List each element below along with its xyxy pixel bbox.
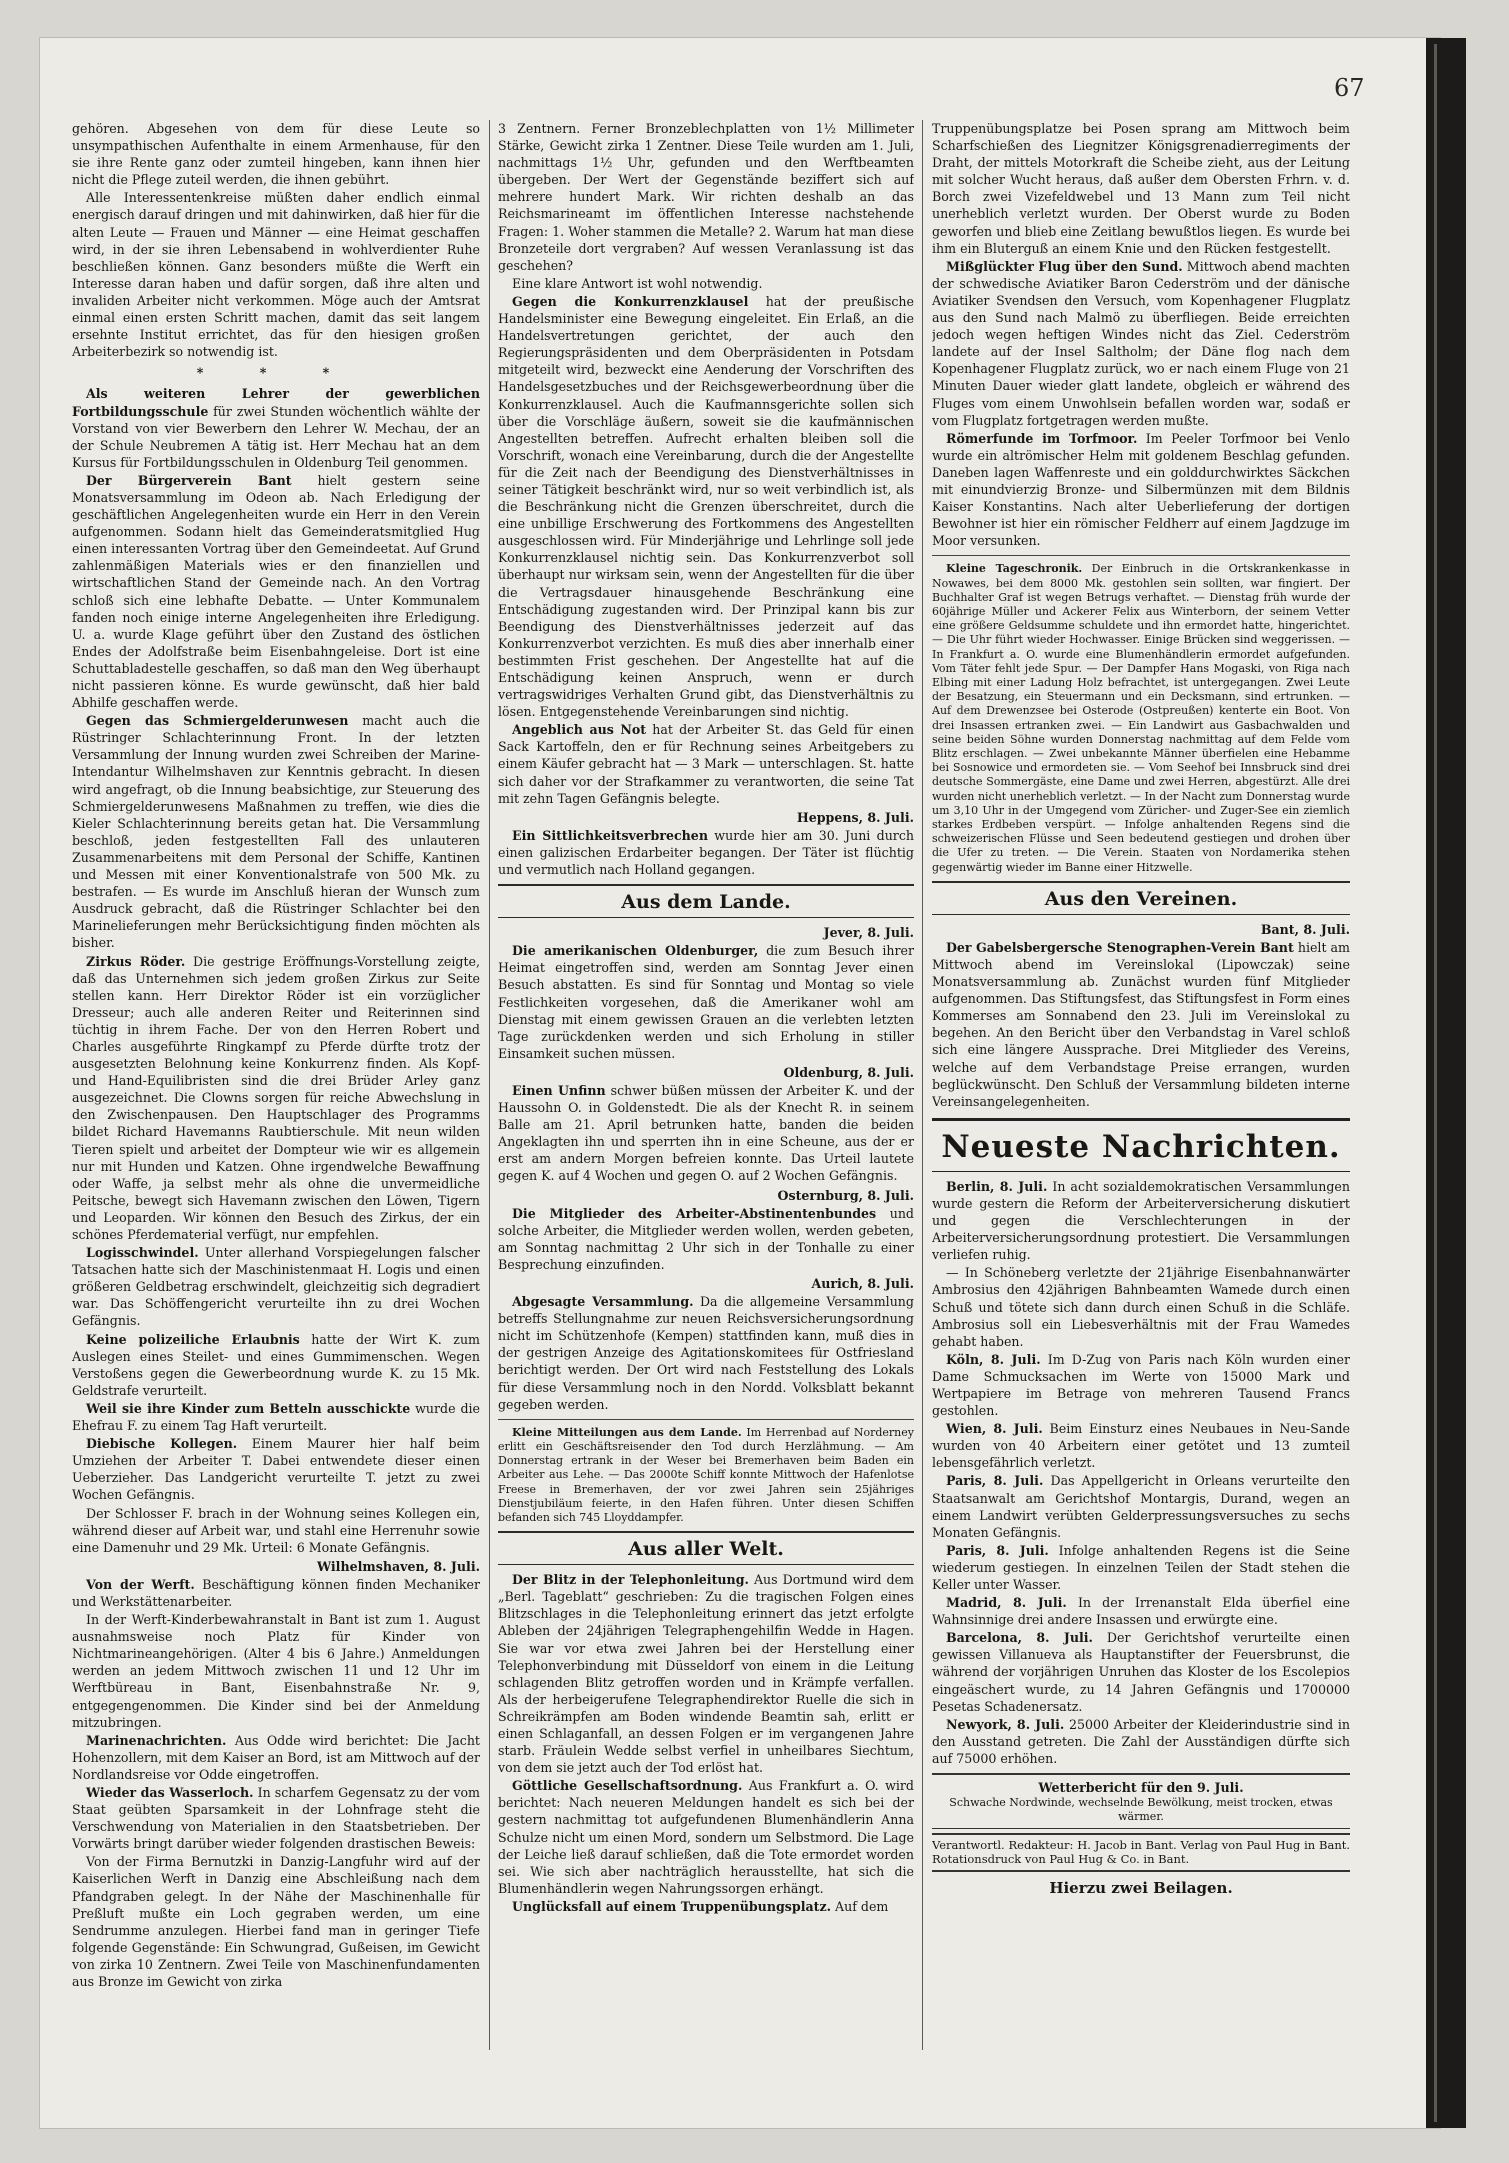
article-marine [72,1732,480,1783]
article-body: hielt am Mittwoch abend im Vereinslokal (Lipowczak) seine Monatsversammlung ab. Zunächst wurden fünf Mitglieder aufgenommen. Das Stiftungsfest, das Stiftungsfest in Form eines Kommerses am Sonnabend den 23. Juli im Vereinslokal zu begehen. An den Bericht über den Verbandstag in Varel schloß sich eine längere Aussprache. Drei Mitglieder des Vereins, welche auf dem Verbandstage Preise errangen, wurden beglückwünscht. Den Schluß der Versammlung bildeten interne Vereinsangelegenheiten. [932,939,1350,1109]
article-schmiergelder [72,712,480,951]
news-paris-2 [932,1542,1350,1593]
article-truppenuebungsplatz [498,1898,914,1915]
article-body: macht auch die Rüstringer Schlachterinnung Front. In der letzten Versammlung der Innung wurden zwei Schreiben der Marine-Intendantur Wilhelmshaven zur Kenntnis gebracht. In diesen wird angefragt, ob die Innung beabsichtige, zur Steuerung des Schmiergelderunwesens Maßnahmen zu treffen, wie dies die Kieler Schlachterinnung bereits getan hat. Die Versammlung beschloß, jeden festgestellten Fall des unlauteren Zusammenarbeitens mit dem Personal der Schiffe, Kantinen und Messen mit einer Konventionalstrafe von 500 Mk. zu bestrafen. — Es wurde im Anschluß hieran der Wunsch zum Ausdruck gebracht, daß die Rüstringer Schlachter bei den Marinelieferungen mehr Berücksichtigung finden möchten als bisher. [72,713,480,951]
article-roemerfunde [932,430,1350,550]
column-1 [72,120,480,2100]
article-buergerverein [72,472,480,711]
divider [932,555,1350,556]
article-body: In scharfem Gegensatz zu der vom Staat geübten Sparsamkeit in der Lohnfrage steht die Verschwendung von Materialien in den Staatsbetrieben. Der Vorwärts bringt darüber wieder folgenden drastischen Beweis: [72,1785,480,1852]
news-madrid [932,1594,1350,1628]
article-continuation: Truppenübungsplatze bei Posen sprang am Mittwoch beim Scharfschießen des Liegnitzer Königsgrenadierregiments der Draht, der mittels Motorkraft die Scheibe zieht, aus der Leitung mit solcher Wucht heraus, daß außer dem Obersten Frhrn. v. d. Borch zwei Vizefeldwebel und 13 Mann zum Teil nicht unerheblich verletzt wurden. Der Oberst wurde zu Boden geworfen und blieb eine Zeitlang bewußtlos liegen. Es wurde bei ihm ein Bluterguß an einem Knie und den Rücken festgestellt. [932,121,1350,256]
news-wien [932,1420,1350,1471]
article-unfug [498,1082,914,1185]
article-betteln [72,1400,480,1434]
article-body: hielt gestern seine Monatsversammlung im Odeon ab. Nach Erledigung der geschäftlichen Angelegenheiten wurde ein Herr in den Verein aufgenommen. Sodann hielt das Gemeinderatsmitglied Hug einen interessanten Vortrag über den Gemeindeetat. Auf Grund zahlenmäßigen Materials wies er den finanziellen und wirtschaftlichen Stand der Gemeinde nach. An den Vortrag schloß sich eine lebhafte Debatte. — Unter Kommunalem fanden noch einige interne Angelegenheiten ihre Erledigung. U. a. wurde Klage geführt über den Zustand des östlichen Endes der Adolfstraße beim Eisenbahngeleise. Dort ist eine Schuttabladestelle geschaffen, so daß man den Weg überhaupt nicht passieren könne. Es wurde gewünscht, daß hier bald Abhilfe geschaffen werde. [72,472,480,711]
article-heading: Weil sie ihre Kinder zum Betteln ausschickte [86,1400,411,1416]
article-logis [72,1244,480,1329]
article-blitz [498,1571,914,1776]
article-body: Aus Frankfurt a. O. wird berichtet: Nach neueren Meldungen handelt es sich bei der gestern nachmittag tot aufgefundenen Blumenhändlerin Anna Schulze nicht um einen Mord, sondern um Selbstmord. Die Lage der Leiche ließ darauf schließen, daß die Tote ermordet worden sei. Wie sich aber nachträglich herausstellte, hat sich die Blumenhändlerin wegen Nahrungssorgen erhängt. [498,1778,914,1896]
article-body: Im Peeler Torfmoor bei Venlo wurde ein altrömischer Helm mit goldenem Beschlag gefunden. Daneben lagen Waffenreste und ein golddurchwirktes Säckchen mit einundvierzig Bronze- und Silbermünzen mit dem Bildnis Kaiser Konstantins. Nach alter Ueberlieferung der dortigen Bewohner ist hier ein römischer Feldherr auf einem Jagdzuge im Moor versunken. [932,430,1350,549]
article-body: hat der Arbeiter St. das Geld für einen Sack Kartoffeln, den er für Rechnung seines Arbeitgebers zu einem Käufer gebracht hat — 3 Mark — unterschlagen. St. hatte sich daher vor der Strafkammer zu verantworten, die seine Tat mit zehn Tagen Gefängnis belegte. [498,722,914,806]
section-heading-welt: Aus aller Welt. [498,1531,914,1565]
dateline: Osternburg, 8. Juli. [777,1187,914,1203]
column-rule-1 [489,120,490,2050]
news-barcelona [932,1629,1350,1714]
article-body: die zum Besuch ihrer Heimat eingetroffen sind, werden am Sonntag Jever einen Besuch abstatten. Es sind für Sonntag und Montag so viele Festlichkeiten vorgesehen, daß die Amerikaner wohl am Dienstag mit einem gewissen Grauen an die verlebten letzten Tage zurückdenken werden und sich Erholung in stiller Einsamkeit suchen müssen. [498,943,914,1061]
article-body: Die gestrige Eröffnungs-Vorstellung zeigte, daß das Unternehmen sich jedem großen Zirkus zur Seite stellen kann. Herr Direktor Röder ist ein vorzüglicher Dresseur; auch alle anderen Reiter und Reiterinnen sind tüchtig in ihrem Fache. Der von den Herren Robert und Charles ausgeführte Ringkampf zu Pferde dürfte trotz der ausgesetzten Belohnung keine Konkurrenz finden. Als Kopf- und Hand-Equilibristen sind die drei Brüder Arley ganz ausgezeichnet. Die Clowns sorgen für reiche Abwechslung in den Zwischenpausen. Den Hauptschlager des Programms bildet Richard Havemanns Raubtierschule. Mit neun wilden Tieren spielt und arbeitet der Dompteur wie wir es allgemein nur mit Hunden und Katzen. Ohne irgendwelche Bewaffnung oder Waffe, ja selbst mehr als ohne die unvermeidliche Peitsche, bewegt sich Havemann zwischen den Löwen, Tigern und Leoparden. Wir können den Besuch des Zirkus, der ein schönes Pferdematerial verfügt, nur empfehlen. [72,953,480,1242]
column-2 [498,120,914,2100]
article-body: Unter allerhand Vorspiegelungen falscher Tatsachen hatte sich der Maschinistenmaat H. Logis und einen größeren Geldbetrag erschwindelt, gleichzeitig sich degradiert war. Das Schöffengericht verurteilte ihn zu drei Wochen Gefängnis. [72,1245,480,1329]
article-heading: Der Gabelsbergersche Stenographen-Verein Bant [946,939,1294,955]
article-not [498,721,914,806]
news-dateline: Paris, 8. Juli. [946,1473,1044,1489]
article-heading: Kleine Tageschronik. [946,562,1083,576]
article-heading: Gegen die Konkurrenzklausel [512,293,749,309]
dateline: Oldenburg, 8. Juli. [783,1064,914,1080]
article-sittlichkeit [498,827,914,878]
news-dateline: Paris, 8. Juli. [946,1542,1049,1558]
article-body: hat der preußische Handelsminister eine Bewegung eingeleitet. Ein Erlaß, an die Handelsvertretungen gerichtet, der auch den Regierungspräsidenten und dem Oberpräsidenten in Potsdam mitgeteilt wird, bezweckt eine Aenderung der Vorschriften des Handelsgesetzbuches und der Reichsgewerbeordnung über die Konkurrenzklausel. Auch die Kaufmannsgerichte sollen sich über die Vorschläge äußern, soweit sie die kaufmännischen Angestellten betreffen. Aufrecht erhalten bleiben soll die Vorschrift, wonach eine Vereinbarung, durch die der Angestellte für die Zeit nach der Beendigung des Dienstverhältnisses in seiner Tätigkeit beschränkt wird, nur so weit verbindlich ist, als die Beschränkung nicht die Grenzen überschreitet, durch die eine unbillige Erschwerung des Fortkommens des Angestellten ausgeschlossen wird. Für Minderjährige und Lehrlinge soll jede Konkurrenzklausel nichtig sein. Das Konkurrenzverbot soll überhaupt nur wirksam sein, wenn der Angestellten für die über die Vertragsdauer hinausgehende Beschränkung eine Entschädigung zugestanden wird. Der Prinzipal kann bis zur Beendigung des Dienstverhältnisses jederzeit auf das Konkurrenzverbot verzichten. Es muß dies aber innerhalb einer bestimmten Frist geschehen. Der Angestellte hat auf die Entschädigung keinen Anspruch, wenn er durch vertragswidriges Verhalten Grund gibt, das Dienstverhältnis zu lösen. Entgegenstehende Vereinbarungen sind nichtig. [498,293,914,720]
article-continuation: gehören. Abgesehen von dem für diese Leute so unsympathischen Aufenthalte in einem Armenhause, für den sie ihre Rente ganz oder zumteil hingeben, kann ihnen hier nicht die Pflege zuteil werden, die ihnen gebührt. [72,121,480,188]
article-body: schwer büßen müssen der Arbeiter K. und der Haussohn O. in Goldenstedt. Die als der Knecht R. in seinem Balle am 21. April betrunken hatte, banden die beiden Angeklagten ihn und sperrten ihn in eine Scheune, aus der er erst am andern Morgen befreien konnte. Das Urteil lautete gegen K. auf 4 Wochen und gegen O. auf 2 Wochen Gefängnis. [498,1082,914,1184]
column-3 [932,120,1350,2100]
news-berlin [932,1178,1350,1263]
news-body: 25000 Arbeiter der Kleiderindustrie sind in den Ausstand getreten. Die Zahl der Ausständigen dürfte sich auf 75000 erhöhen. [932,1716,1350,1766]
news-dateline: Madrid, 8. Juli. [946,1595,1067,1611]
article-body: hatte der Wirt K. zum Auslegen eines Steilet- und eines Gummimenschen. Wegen Verstoßens gegen die Gewerbeordnung wurde K. zu 15 Mk. Geldstrafe verurteilt. [72,1331,480,1398]
article-heading: Gegen das Schmiergelderunwesen [86,713,349,729]
weather-box [932,1773,1350,1829]
article-heading: Von der Werft. [86,1576,195,1592]
article-body: Aus Odde wird berichtet: Die Jacht Hohenzollern, mit dem Kaiser an Bord, ist am Mittwoch auf der Nordlandsreise vor Odde eingetroffen. [72,1732,480,1782]
article-heading: Unglücksfall auf einem Truppenübungsplatz. [512,1898,831,1914]
article-heading: Mißglückter Flug über den Sund. [946,258,1183,274]
article-amerikaner [498,942,914,1062]
article-heading: Der Blitz in der Telephonleitung. [512,1572,749,1588]
article-body: und solche Arbeiter, die Mitglieder werden wollen, werden gebeten, am Sonntag nachmittag 2 Uhr sich in der Tonhalle zu einer Besprechung einzufinden. [498,1205,914,1272]
news-dateline: Newyork, 8. Juli. [946,1716,1065,1732]
section-heading-lande: Aus dem Lande. [498,884,914,918]
article-paragraph: Von der Firma Bernutzki in Danzig-Langfuhr wird auf der Kaiserlichen Werft in Danzig eine Abschleißung nach dem Pfandgraben gelegt. In der Nähe der Maschinenhalle für Preßluft mußte ein Loch gegraben werden, um eine Sendrumme anzulegen. Hierbei fand man in geringer Tiefe folgende Gegenstände: Ein Schwungrad, Gußeisen, im Gewicht von zirka 10 Zentnern. Zwei Teile von Maschinenfundamenten aus Bronze im Gewicht von zirka [72,1854,480,1990]
article-gesellschaftsordnung [498,1777,914,1897]
article-abstinenten [498,1205,914,1273]
article-heading: Einen Unfinn [512,1082,606,1098]
imprint: Verantwortl. Redakteur: H. Jacob in Bant. Verlag von Paul Hug in Bant. Rotationsdruck von Paul Hug & Co. in Bant. [932,1833,1350,1872]
weather-heading: Wetterbericht für den 9. Juli. [1038,1780,1244,1796]
section-heading-vereinen: Aus den Vereinen. [932,881,1350,915]
article-stenographen [932,939,1350,1110]
article-body: Im Herrenbad auf Norderney erlitt ein Geschäftsreisender den Tod durch Herzlähmung. — Am Donnerstag ertrank in der Weser bei Bremerhaven beim Baden ein Arbeiter aus Lehe. — Das 2000te Schiff konnte Mittwoch der Hafenlotse Freese in Bremerhaven, der vor zwei Jahren sein 25jähriges Dienstjubiläum feierte, in den Hafen führen. Unter diesen Schiffen befanden sich 745 Lloyddampfer. [498,1425,914,1524]
article-zirkus [72,953,480,1244]
dateline: Bant, 8. Juli. [1260,921,1350,937]
article-flug [932,258,1350,429]
news-body: In der Irrenanstalt Elda überfiel eine Wahnsinnige drei andere Insassen und erwürgte eine. [932,1595,1350,1628]
article-continuation: 3 Zentnern. Ferner Bronzeblechplatten von 1½ Millimeter Stärke, Gewicht zirka 1 Zentner. Diese Teile wurden am 1. Juli, nachmittags 1½ Uhr, gefunden und den Werftbeamten übergeben. Der Wert der Gegenstände beziffert sich auf mehrere hundert Mark. Wir richten deshalb an das Reichsmarineamt im öffentlichen Interesse nachstehende Fragen: 1. Woher stammen die Metalle? 2. Warum hat man diese Bronzeteile dort vergraben? Auf wessen Veranlassung ist das geschehen? [498,121,914,273]
news-body: Der Gerichtshof verurteilte einen gewissen Villanueva als Hauptanstifter der Feuersbrunst, die während der vorjährigen Unruhen das Kloster de los Escolepios eingeäschert wurde, zu 14 Jahren Gefängnis und 1700000 Pesetas Schadenersatz. [932,1630,1350,1714]
article-heading: Wieder das Wasserloch. [86,1785,254,1800]
article-body: für zwei Stunden wöchentlich wählte der Vorstand von vier Bewerbern den Lehrer W. Mechau, der an der Schule Neubremen A tätig ist. Herr Mechau hat an dem Kursus für Fortbildungsschulen in Oldenburg Teil genommen. [72,403,480,470]
news-koeln [932,1351,1350,1419]
section-heading-neueste: Neueste Nachrichten. [932,1118,1350,1172]
article-konkurrenzklausel [498,293,914,720]
news-paris-1 [932,1472,1350,1540]
article-lehrer [72,385,480,470]
article-heading: Göttliche Gesellschaftsordnung. [512,1778,743,1794]
article-heading: Die amerikanischen Oldenburger, [512,943,759,959]
dateline: Aurich, 8. Juli. [811,1276,914,1291]
news-body: Beim Einsturz eines Neubaues in Neu-Sande wurden von 40 Arbeitern einer getötet und 13 zumteil lebensgefährlich verletzt. [932,1421,1350,1471]
dateline: Wilhelmshaven, 8. Juli. [316,1558,480,1574]
news-dateline: Wien, 8. Juli. [946,1421,1043,1437]
article-body: Auf dem [835,1898,889,1914]
article-heading: Der Bürgerverein Bant [86,472,292,488]
article-body: Einem Maurer hier half beim Umziehen der Arbeiter T. Dabei entwendete dieser einen Ueberzieher. Das Landgericht verurteilte T. jetzt zu zwei Wochen Gefängnis. [72,1436,480,1503]
article-werft [72,1576,480,1610]
article-body: wurde die Ehefrau F. zu einem Tag Haft verurteilt. [72,1400,480,1434]
binding-edge [1434,44,1437,2122]
article-heading: Abgesagte Versammlung. [512,1294,694,1310]
news-body: In acht sozialdemokratischen Versammlungen wurde gestern die Reform der Arbeiterversicherung diskutiert und gegen die Verschlechterungen in der Arbeiterversicherungsordnung protestiert. Die Versammlungen verliefen ruhig. [932,1178,1350,1263]
weather-text: Schwache Nordwinde, wechselnde Bewölkung, meist trocken, etwas wärmer. [949,1796,1333,1824]
article-kleine-mitteilungen [498,1426,914,1525]
news-body: Das Appellgericht in Orleans verurteilte den Staatsanwalt am Gerichtshof Montargis, Durand, wegen an einem Landwirt verübten Gelderpressungsversuches zu sechs Monaten Gefängnis. [932,1473,1350,1540]
article-heading: Marinenachrichten. [86,1732,227,1748]
dateline: Jever, 8. Juli. [823,925,914,941]
article-polizei [72,1331,480,1399]
article-heading: Ein Sittlichkeitsverbrechen [512,827,708,843]
article-paragraph: In der Werft-Kinderbewahranstalt in Bant ist zum 1. August ausnahmsweise noch Platz für Kinder von Nichtmarineangehörigen. (Alter 4 bis 6 Jahre.) Anmeldungen werden an jedem Mittwoch zwischen 11 und 12 Uhr im Werftbüreau in Bant, Eisenbahnstraße Nr. 9, entgegengenommen. Die Kinder sind bei der Anmeldung mitzubringen. [72,1612,480,1730]
news-dateline: Barcelona, 8. Juli. [946,1630,1093,1646]
article-paragraph: Alle Interessentenkreise müßten daher endlich einmal energisch darauf dringen und mit dahinwirken, daß hier für die alten Leute — Frauen und Männer — eine Heimat geschaffen wird, in der sie ihren Lebensabend in wohlverdienter Ruhe beschließen können. Ganz besonders müßte die Werft ein Interesse daran haben und dafür sorgen, daß ihre alten und invaliden Arbeiter nicht verkommen. Möge auch der Amtsrat einmal einen ersten Schritt machen, damit das seit langem ersehnte Institut errichtet, das für den hiesigen großen Arbeiterbezirk so notwendig ist. [72,190,480,360]
binding-spine [1426,38,1466,2128]
supplement-note: Hierzu zwei Beilagen. [1049,1878,1233,1897]
news-dateline: Berlin, 8. Juli. [946,1178,1048,1194]
article-heading: Die Mitglieder des Arbeiter-Abstinentenbundes [512,1205,877,1221]
article-heading: Angeblich aus Not [512,722,647,738]
article-heading: Als weiteren Lehrer der gewerblichen Fortbildungsschule [72,386,480,419]
article-heading: Zirkus Röder. [86,953,186,969]
article-tageschronik [932,562,1350,874]
dateline: Heppens, 8. Juli. [796,809,914,825]
article-body: Der Einbruch in die Ortskrankenkasse in Nowawes, bei dem 8000 Mk. gestohlen sein sollten, war fingiert. Der Buchhalter Graf ist wegen Betrugs verhaftet. — Dienstag früh wurde der 60jährige Müller und Ackerer Felix aus Winterborn, der seinem Vetter eine größere Geldsumme schuldete und ihn ermordet hatte, hingerichtet. — Die Uhr führt wieder Hochwasser. Einige Brücken sind weggerissen. — In Frankfurt a. O. wurde eine Blumenhändlerin ermordet aufgefunden. Vom Täter fehlt jede Spur. — Der Dampfer Hans Mogaski, von Riga nach Elbing mit einer Ladung Holz befrachtet, ist untergegangen. Zwei Leute der Besatzung, ein Steuermann und ein Decksmann, sind ertrunken. — Auf dem Drewenzsee bei Osterode (Ostpreußen) kenterte ein Boot. Von drei Insassen ertranken zwei. — Ein Landwirt aus Gasbachwalden und seine beiden Söhne wurden Donnerstag nachmittag auf dem Felde vom Blitz erschlagen. — Zwei unbekannte Männer überfielen eine Hebamme bei Sosnowice und ermordeten sie. — Vom Seehof bei Innsbruck sind drei deutsche Sommergäste, eine Dame und zwei Herren, abgestürzt. Alle drei wurden nicht unerheblich verletzt. — In der Nacht zum Donnerstag wurde um 3,10 Uhr in der Umgegend vom Züricher- und Zuger-See ein ziemlich starkes Erdbeben verspürt. — Infolge anhaltenden Regens sind die schweizerischen Flüsse und Seen bedeutend gestiegen und drohen über die Ufer zu treten. — Die Verein. Staaten von Nordamerika stehen gegenwärtig wieder im Banne einer Hitzwelle. [932,562,1350,874]
article-body: wurde hier am 30. Juni durch einen galizischen Erdarbeiter begangen. Der Täter ist flüchtig und vermutlich nach Holland gegangen. [498,827,914,878]
page-number: 67 [1334,74,1365,102]
article-body: Mittwoch abend machten der schwedische Aviatiker Baron Cederström und der dänische Aviatiker Svendsen den Versuch, vom Kopenhagener Flugplatz aus den Sund nach Malmö zu überfliegen. Beide erreichten jedoch wegen heftigen Windes nicht das Ziel. Cederström landete auf der Insel Saltholm; der Däne flog nach dem Kopenhagener Flugplatz zurück, wo er nach einem Fluge von 21 Minuten Dauer wieder glatt landete, obgleich er während des Fluges vom einem Unwohlsein befallen worden war, sodaß er vom Flugplatz fortgetragen werden mußte. [932,258,1350,428]
news-dateline: Köln, 8. Juli. [946,1351,1041,1367]
column-rule-2 [922,120,923,2050]
section-separator: * * * [196,365,356,381]
article-heading: Logisschwindel. [86,1245,199,1261]
article-body: Da die allgemeine Versammlung betreffs Stellungnahme zur neuen Reichsversicherungsordnung nicht im Schützenhofe (Kempen) stattfinden kann, muß dies in der gestrigen Anzeige des Agitationskomitees für Ostfriesland berichtigt werden. Der Ort wird nach Feststellung des Lokals für diese Versammlung noch in den Nordd. Volksblatt bekannt gegeben werden. [498,1294,914,1412]
article-heading: Diebische Kollegen. [86,1436,238,1452]
article-heading: Römerfunde im Torfmoor. [946,430,1138,446]
news-body: Im D-Zug von Paris nach Köln wurden einer Dame Schmucksachen im Werte von 15000 Mark und Wertpapiere im Betrage von mehreren Tausend Francs gestohlen. [932,1351,1350,1419]
divider [498,1419,914,1420]
article-kollegen [72,1435,480,1503]
news-body: Infolge anhaltenden Regens ist die Seine wiederum gestiegen. In einzelnen Teilen der Stadt stehen die Keller unter Wasser. [932,1542,1350,1592]
article-heading: Kleine Mitteilungen aus dem Lande. [512,1425,742,1439]
article-wasserloch [72,1784,480,1852]
article-abgesagt [498,1293,914,1413]
article-body: Beschäftigung können finden Mechaniker und Werkstättenarbeiter. [72,1576,480,1609]
article-body: Aus Dortmund wird dem „Berl. Tageblatt“ geschrieben: Zu die tragischen Folgen eines Blitzschlages in die Telephonleitung erinnert das jetzt erfolgte Ableben der 24jährigen Telegraphengehilfin Wedde in Hagen. Sie war vor etwa zwei Jahren bei der Herstellung einer Telephonverbindung mit Düsseldorf von einem in die Leitung schlagenden Blitz getroffen worden und in Krämpfe verfallen. Als der herbeigerufene Telegraphendirektor Ruelle die sich in Schreikrämpfen am Boden windende Beamtin sah, erlitt er einen Schlaganfall, an dessen Folgen er im vergangenen Jahre starb. Fräulein Wedde selbst verfiel in unheilbares Siechtum, von dem sie jetzt auch der Tod erlöst hat. [498,1572,914,1776]
news-schoeneberg: — In Schöneberg verletzte der 21jährige Eisenbahnanwärter Ambrosius den 42jährigen Bahnbeamten Wamede durch einen Schuß und tötete sich dann durch einen Schuß in die Schläfe. Ambrosius soll ein Liebesverhältnis mit der Frau Wamedes gehabt haben. [932,1265,1350,1349]
article-heading: Keine polizeiliche Erlaubnis [86,1331,300,1347]
news-newyork [932,1716,1350,1767]
article-paragraph: Eine klare Antwort ist wohl notwendig. [512,275,763,291]
article-paragraph: Der Schlosser F. brach in der Wohnung seines Kollegen ein, während dieser auf Arbeit war, und stahl eine Herrenuhr sowie eine Damenuhr und 29 Mk. Urteil: 6 Monate Gefängnis. [72,1505,480,1555]
